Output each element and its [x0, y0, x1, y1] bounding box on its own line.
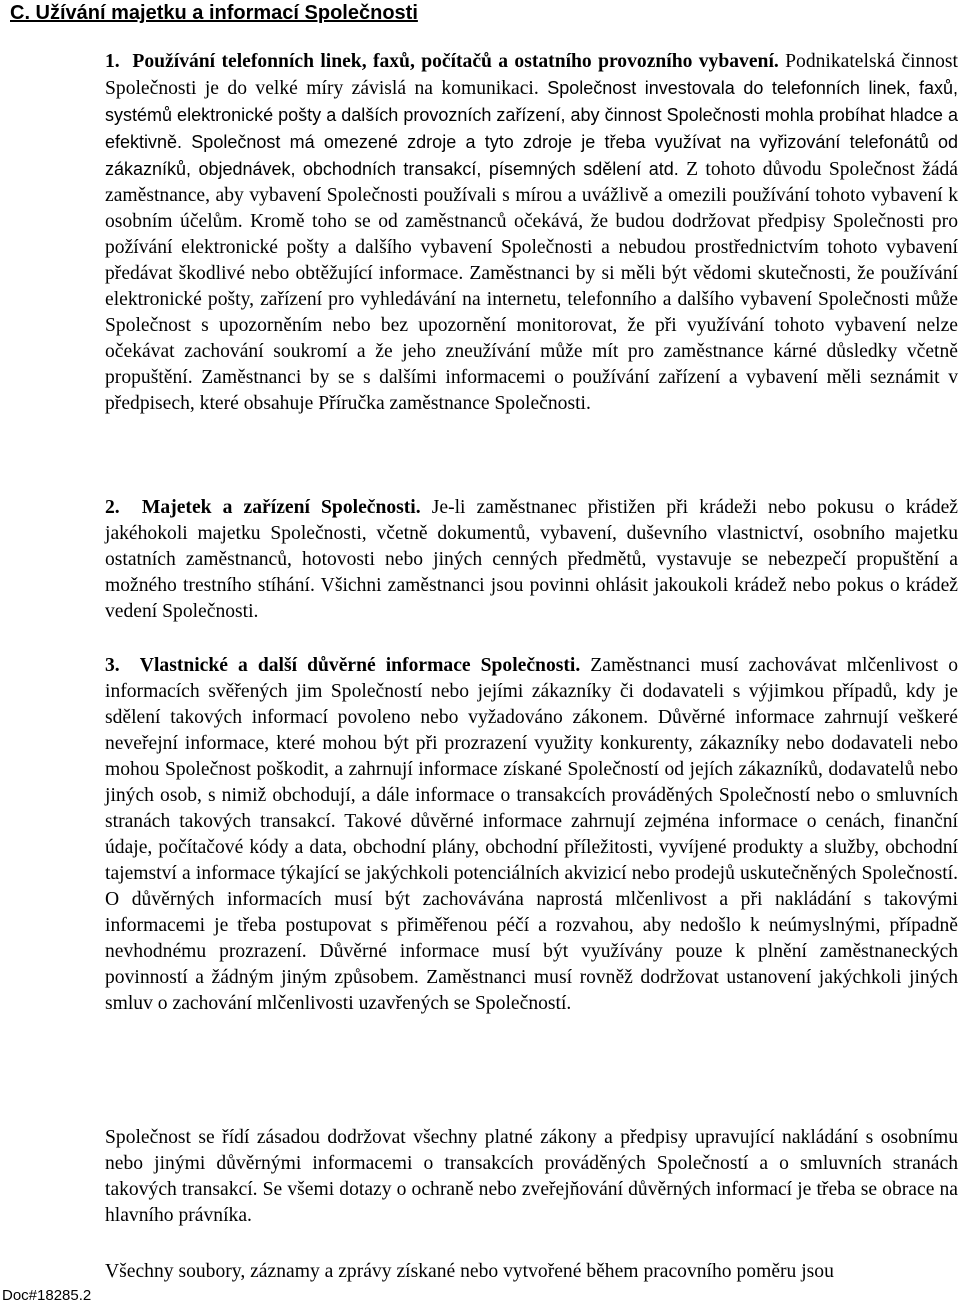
item-2-text: Je-li zaměstnanec přistižen při krádeži nebo pokusu o krádež jakéhokoli majetku Společnosti, včetně dokumentů, vybavení, duševního vlastnictví, osobního majetku ostatních zaměstnanců, hotovosti nebo jiných cenných předmětů, vystavuje se nebezpečí propuštění a možného trestního stíhání. Všichni zaměstnanci jsou povinni ohlásit jakoukoli krádež nebo pokus o krádež vedení Společnosti. — [105, 497, 959, 622]
item-1-paragraph — [105, 49, 958, 417]
item-2-paragraph — [105, 495, 958, 625]
item-3-paragraph — [105, 653, 958, 1017]
item-3-title: 3. Vlastnické a další důvěrné informace Společnosti. — [105, 655, 581, 676]
document-reference: Doc#18285.2 — [2, 1287, 92, 1304]
item-1-text-b: Společnost investovala do telefonních linek, faxů, systémů elektronické pošty a dalších provozních zařízení, aby činnost Společnosti mohla probíhat hladce a efektivně. Společnost má omezené zdroje a tyto zdroje je třeba využívat na vyřizování telefonátů od zákazníků, objednávek, obchodních transakcí, písemných sdělení atd. — [105, 78, 958, 179]
section-heading: C. Užívání majetku a informací Společnosti — [10, 2, 418, 24]
paragraph-files: Všechny soubory, záznamy a zprávy získané nebo vytvořené během pracovního poměru jsou — [105, 1261, 834, 1282]
item-3-text: Zaměstnanci musí zachovávat mlčenlivost o informacích svěřených jim Společností nebo jejími zákazníky či dodavateli s výjimkou případů, kdy je sdělení takových informací povoleno nebo vyžadováno zákonem. Důvěrné informace zahrnují veškeré neveřejní informace, které mohou být při prozrazení využity konkurenty, zákazníky nebo dodavateli nebo mohou Společnost poškodit, a zahrnují informace získané Společností od jejích zákazníků, dodavatelů nebo jiných osob, s nimiž obchodují, a dále informace o transakcích prováděných Společností nebo o smluvních stranách takových transakcí. Takové důvěrné informace zahrnují zejména informace o cenách, finanční údaje, počítačové kódy a data, obchodní plány, obchodní příležitosti, vyvíjené produkty a služby, obchodní tajemství a informace týkající se jakýchkoli potenciálních akvizicí nebo prodejů uskutečněných Společností. O důvěrných informacích musí být zachovávána naprostá mlčenlivost a při nakládání s takovými informacemi je třeba postupovat s přiměřenou péčí a rozvahou, aby nedošlo k neúmyslnými, případně nevhodnému prozrazení. Důvěrné informace musí být využívány pouze k plnění zaměstnaneckých povinností a žádným jiným způsobem. Zaměstnanci musí rovněž dodržovat ustanovení jakýchkoli jiných smluv o zachování mlčenlivosti uzavřených se Společností. — [105, 655, 959, 1014]
item-1-text-a: Podnikatelská činnost Společnosti je do velké míry závislá na komunikaci. — [105, 51, 959, 99]
item-2-title: 2. Majetek a zařízení Společnosti. — [105, 497, 421, 518]
item-1-title: 1. Používání telefonních linek, faxů, počítačů a ostatního provozního vybavení. — [105, 51, 779, 72]
item-1-text-c: Z tohoto důvodu Společnost žádá zaměstnance, aby vybavení Společnosti používali s mírou a uvážlivě a omezili používání tohoto vybavení k osobním účelům. Kromě toho se od zaměstnanců očekává, že budou dodržovat předpisy Společnosti pro požívání elektronické pošty a dalšího vybavení Společnosti a nebudou prostřednictvím tohoto vybavení předávat škodlivé nebo obtěžující informace. Zaměstnanci by si měli být vědomi skutečnosti, že používání elektronické pošty, zařízení pro vyhledávání na internetu, telefonního a dalšího vybavení Společnosti může Společnost s upozorněním nebo bez upozornění monitorovat, že při využívání tohoto vybavení nelze očekávat zachování soukromí a že jeho zneužívání může mít pro zaměstnance kárné důsledky včetně propuštění. Zaměstnanci by se s dalšími informacemi o používání zařízení a vybavení měli seznámit v předpisech, které obsahuje Příručka zaměstnance Společnosti. — [105, 159, 959, 414]
paragraph-policy: Společnost se řídí zásadou dodržovat všechny platné zákony a předpisy upravující nakládání s osobnímu nebo jinými důvěrnými informacemi o transakcích prováděných Společností a o smluvních stranách takových transakcí. Se všemi dotazy o ochraně nebo zveřejňování důvěrných informací je třeba se obrace na hlavního právníka. — [105, 1127, 958, 1226]
